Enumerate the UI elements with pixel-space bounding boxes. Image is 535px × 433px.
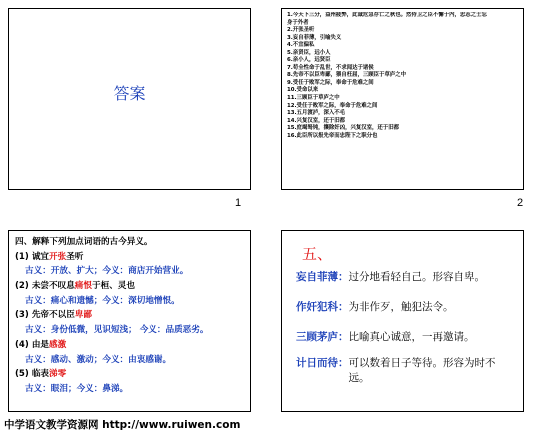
idiom-definition: 可以数着日子等待。形容为时不远。 [348,357,496,384]
answer-line: 7.苟全性命于乱世，不求闻达于诸侯 [287,64,374,71]
answer-line: 3.妄自菲薄，引喻失义 [287,34,342,41]
slide-1-number: 1 [235,197,242,209]
answer-line: 1.今天下三分，益州疲弊，此诚危急存亡之秋也。然侍卫之臣不懈于内，忠志之士忘 [287,12,487,18]
question-line [15,279,248,294]
answer-list [287,12,519,140]
question-text: 于桓、灵也 [92,281,135,292]
meaning-line: 古义：眼泪；今义：鼻涕。 [25,383,129,394]
highlighted-word: 开张 [49,251,67,262]
answer-line: 8.先帝不以臣卑鄙，猥自枉屈，三顾臣于草庐之中 [287,72,407,79]
slide-4 [281,230,524,412]
answer-line: 身于外者 [287,19,309,26]
question-text: (4) 由是 [15,339,50,350]
idiom-definition: 过分地看轻自己。形容自卑。 [348,271,485,283]
question-line [15,367,248,382]
idiom-definition: 为非作歹，触犯法令。 [348,301,454,313]
answer-line: 15.庶竭驽钝，攘除奸凶，兴复汉室，还于旧都 [287,125,399,132]
question-text: (3) 先帝不以臣 [15,310,75,321]
question-text: 圣听 [66,251,84,262]
idiom-entry [296,329,520,344]
answer-line: 12.受任于败军之际，奉命于危难之间 [287,102,378,109]
question-line [15,338,248,353]
slide-3-body [15,235,248,397]
answer-line: 13.五月渡泸，深入不毛 [287,110,346,117]
meaning-line: 古义：开放、扩大；今义：商店开始营业。 [25,266,189,277]
slide-1-title: 答案 [113,84,146,103]
question-text: (2) 未尝不叹息 [15,281,75,292]
meaning-line: 古义：身份低微，见识短浅； 今义：品质恶劣。 [25,325,209,336]
slide-2 [281,8,524,190]
idiom-entry [296,299,520,314]
answer-line: 4.不宜偏私 [287,42,315,49]
slide-2-number: 2 [517,197,524,209]
highlighted-word: 痛恨 [74,281,92,292]
idiom-term: 妄自菲薄： [296,271,349,283]
answer-line: 11.三顾臣于草庐之中 [287,95,340,102]
answer-line: 10.受命以来 [287,87,319,94]
footer-source: 中学语文教学资源网 http://www.ruiwen.com [4,419,241,431]
idiom-entry [296,269,520,284]
answer-line: 2.开张圣听 [287,27,315,34]
idiom-term: 三顾茅庐： [296,331,349,343]
slide-1 [8,8,251,190]
slide-3 [8,230,251,412]
highlighted-word: 卑鄙 [74,310,92,321]
answer-line: 5.亲贤臣，远小人 [287,49,331,56]
answer-line: 6.亲小人，远贤臣 [287,57,331,64]
question-text: (5) 临表 [15,369,50,380]
slide-4-heading: 五、 [302,245,333,263]
question-text: (1) 诚宜 [15,251,50,262]
idiom-term: 计日而待： [296,357,349,369]
slide-3-heading: 四、解释下列加点词语的古今异义。 [15,237,153,247]
answer-line: 14.兴复汉室，还于旧都 [287,117,346,124]
question-line [15,250,248,265]
answer-line: 9.受任于败军之际，奉命于危难之间 [287,79,374,86]
idiom-entry [296,355,520,385]
highlighted-word: 感激 [49,339,67,350]
answer-line: 16.此臣所以报先帝而忠陛下之职分也 [287,132,378,139]
idiom-term: 作奸犯科： [296,301,349,313]
idiom-definition: 比喻真心诚意，一再邀请。 [348,331,475,343]
question-line [15,308,248,323]
highlighted-word: 涕零 [49,369,67,380]
meaning-line: 古义：感动、激动；今义：由衷感谢。 [25,354,172,365]
meaning-line: 古义：痛心和遗憾；今义：深切地憎恨。 [25,295,180,306]
